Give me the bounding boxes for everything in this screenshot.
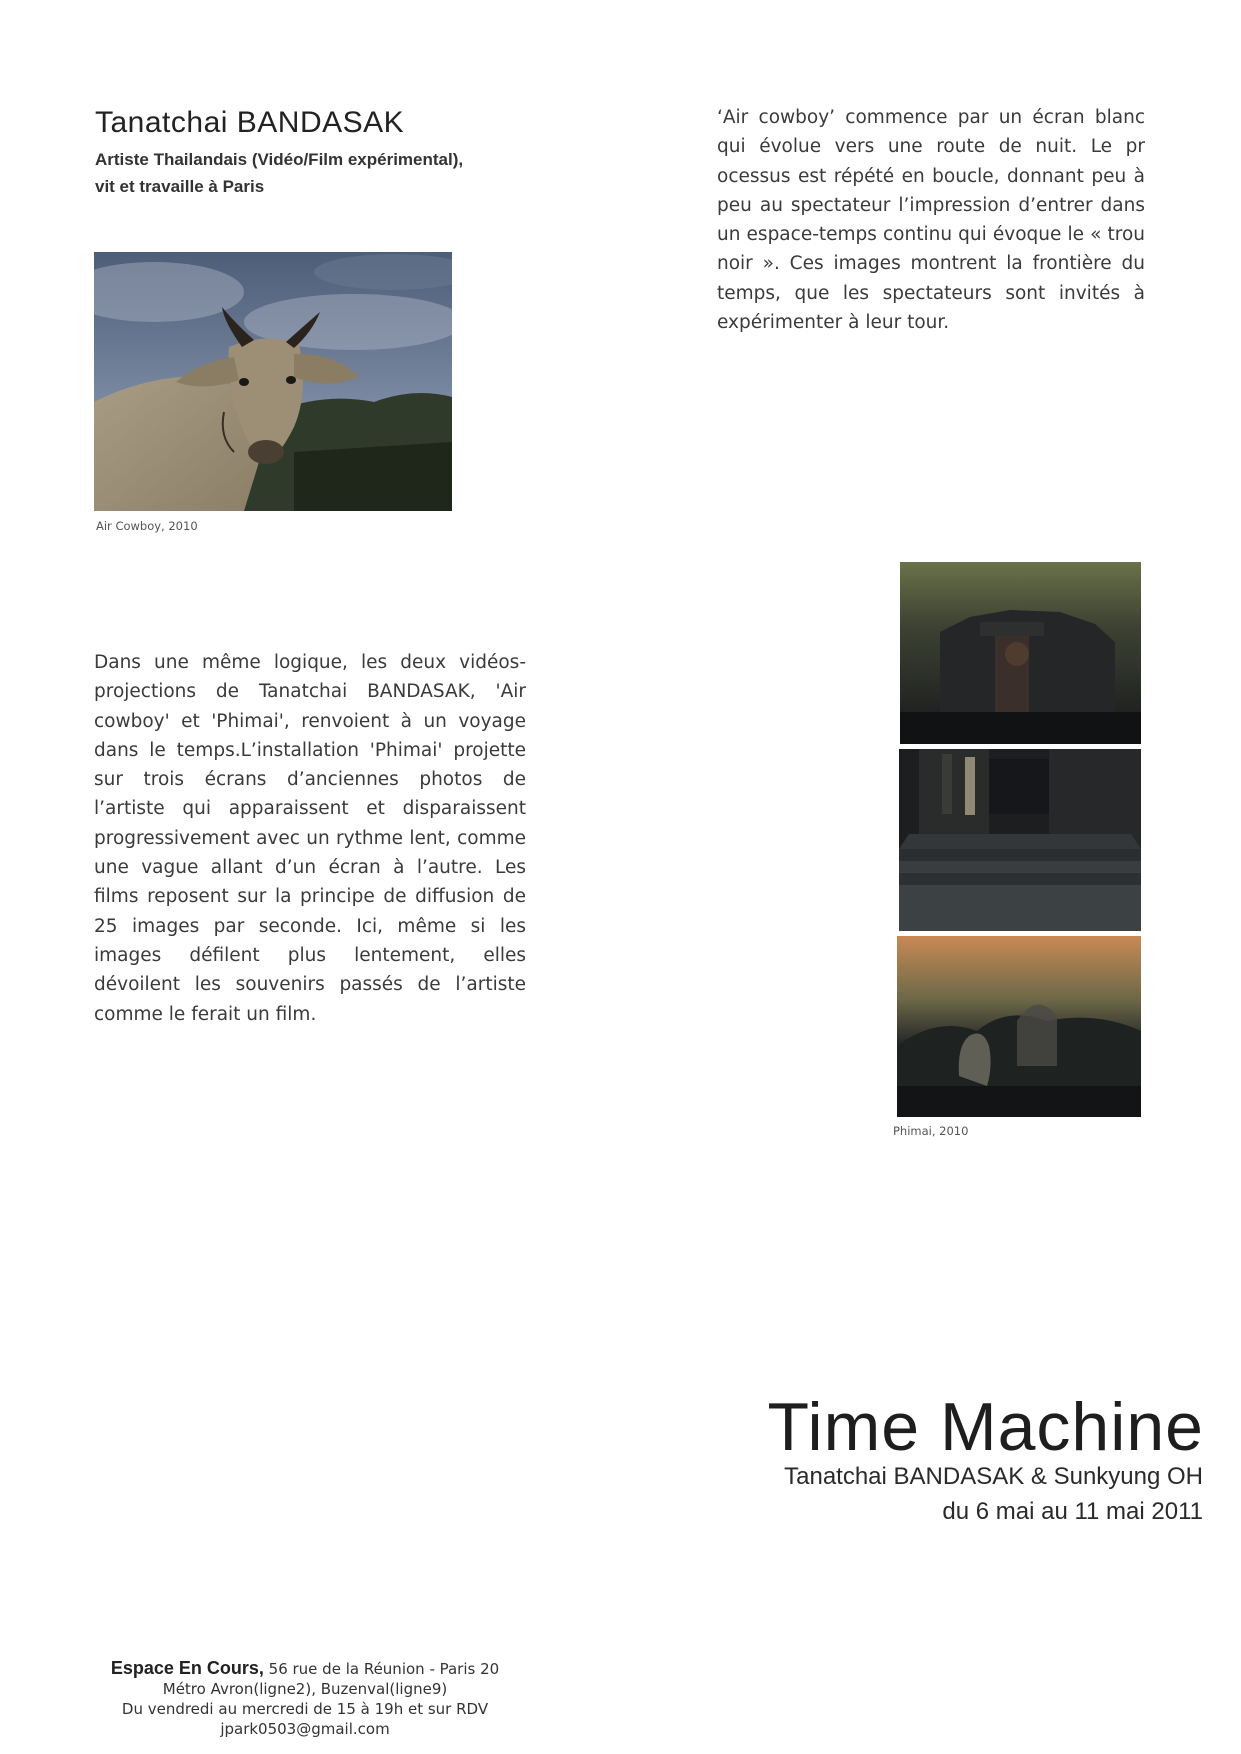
artist-subtitle	[95, 146, 555, 200]
venue-info	[80, 1658, 530, 1739]
artist-subtitle-line2: vit et travaille à Paris	[95, 177, 265, 196]
venue-address: 56 rue de la Réunion - Paris 20	[268, 1660, 500, 1678]
venue-metro: Métro Avron(ligne2), Buzenval(ligne9)	[162, 1680, 448, 1698]
intro-paragraph: ‘Air cowboy’ commence par un écran blanc qui évolue vers une route de nuit. Le pr ocessus est répété en boucle, donnant peu à peu au spectateur l’impression d’entrer dans un espace-temps continu qui évoque le « trou noir ». Ces images montrent la frontière du temps, que les spectateurs sont invités à expérimenter à leur tour.	[717, 107, 1145, 334]
exhibition-artists: Tanatchai BANDASAK & Sunkyung OH	[784, 1463, 1203, 1490]
phimai-photo-3	[897, 936, 1141, 1117]
phimai-photo-1	[900, 562, 1141, 744]
venue-name: Espace En Cours,	[110, 1658, 264, 1678]
exhibition-title: Time Machine	[767, 1389, 1204, 1465]
description-paragraph: Dans une même logique, les deux vidéos-projections de Tanatchai BANDASAK, 'Air cowboy' et 'Phimai', renvoient à un voyage dans le temps.L’installation 'Phimai' projette sur trois écrans d’anciennes photos de l’artiste qui apparaissent et disparaissent progressivement avec un rythme lent, comme une vague allant d’un écran à l’autre. Les films reposent sur la principe de diffusion de 25 images par seconde. Ici, même si les images défilent plus lentement, elles dévoilent les souvenirs passés de l’artiste comme le ferait un film.	[94, 652, 526, 1025]
artist-name: Tanatchai BANDASAK	[95, 106, 405, 139]
venue-address-line	[80, 1658, 530, 1679]
air-cowboy-caption: Air Cowboy, 2010	[96, 519, 198, 533]
venue-email[interactable]: jpark0503@gmail.com	[220, 1720, 390, 1738]
exhibition-dates: du 6 mai au 11 mai 2011	[942, 1498, 1203, 1525]
phimai-caption: Phimai, 2010	[893, 1124, 969, 1138]
phimai-photo-2	[899, 749, 1141, 931]
venue-hours: Du vendredi au mercredi de 15 à 19h et sur RDV	[121, 1700, 489, 1718]
air-cowboy-photo	[94, 252, 452, 511]
artist-subtitle-line1: Artiste Thailandais (Vidéo/Film expérimental),	[95, 150, 464, 169]
